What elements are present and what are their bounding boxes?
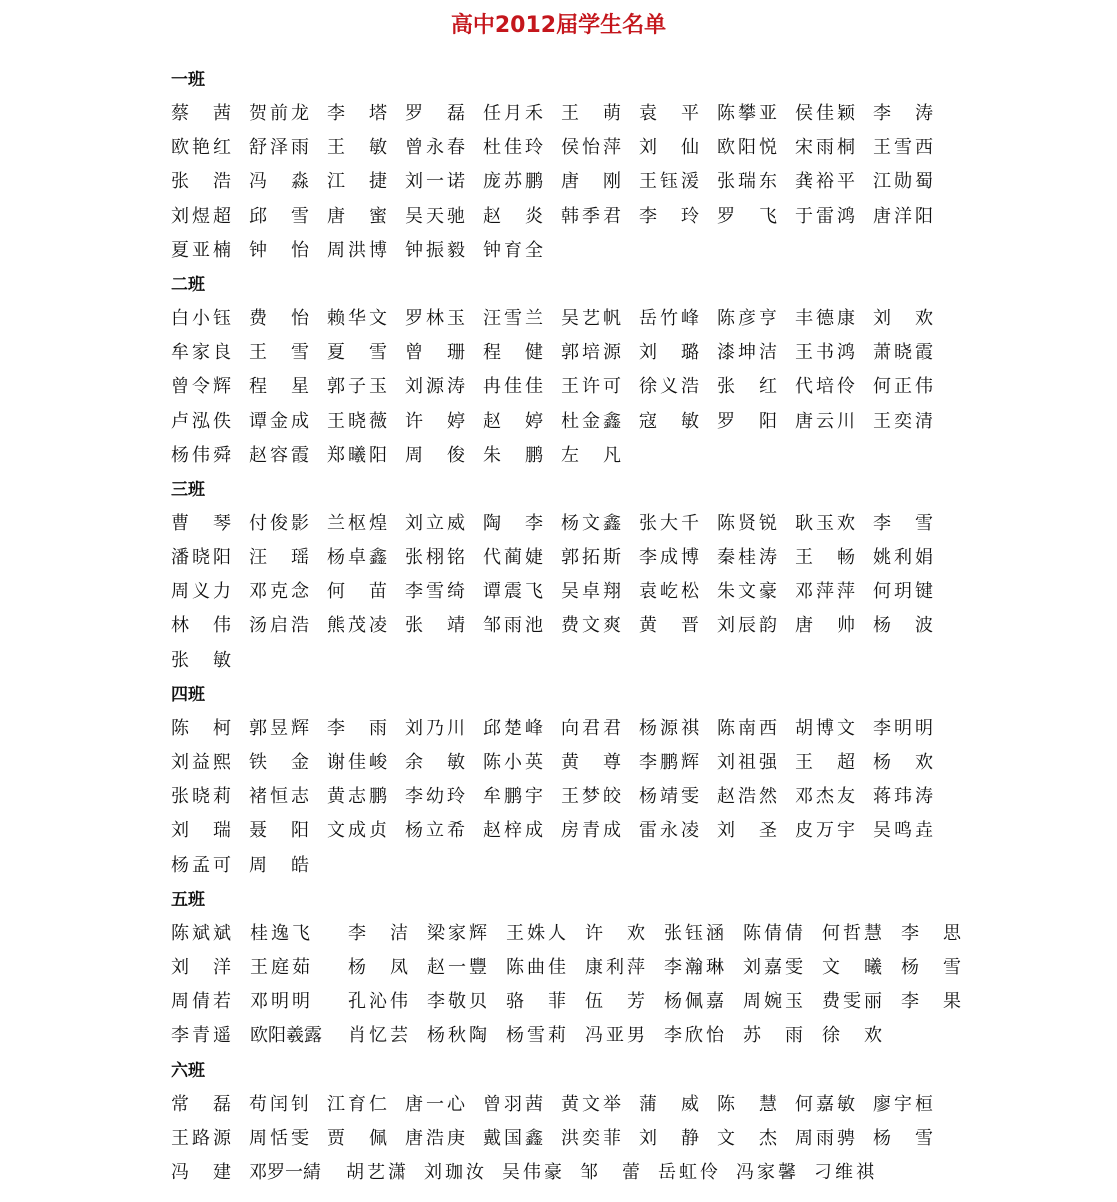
student-name: 张晓莉 [171, 786, 231, 808]
student-name: 刘珈汝 [424, 1161, 484, 1183]
name-row [171, 1088, 1101, 1122]
student-name: 代蔺婕 [483, 547, 543, 569]
name-row [171, 302, 1101, 336]
student-name: 袁屹松 [639, 581, 699, 603]
student-name: 唐浩庚 [405, 1127, 465, 1149]
student-name: 杨雪 [901, 956, 961, 978]
student-name: 李鹏辉 [639, 752, 699, 773]
student-name: 王书鸿 [795, 342, 855, 364]
student-name: 王奕清 [873, 410, 933, 432]
student-name: 周雨骋 [795, 1127, 855, 1149]
student-name: 刘乃川 [405, 717, 465, 739]
student-name: 廖宇桓 [873, 1093, 933, 1115]
class-section [171, 473, 1101, 678]
student-name: 牟家良 [171, 342, 231, 364]
student-name: 秦桂涛 [717, 547, 777, 569]
student-name: 何玥键 [873, 581, 933, 603]
student-name: 杜金鑫 [561, 410, 621, 432]
student-name: 褚恒志 [249, 786, 309, 808]
student-name: 王梦皎 [561, 786, 621, 808]
student-name: 唐洋阳 [873, 205, 933, 227]
class-heading: 四班 [171, 684, 205, 705]
student-name: 冯建 [171, 1161, 231, 1183]
student-name: 贺前龙 [249, 103, 309, 124]
student-name: 冯家馨 [736, 1161, 796, 1183]
student-name: 王雪 [249, 342, 309, 364]
name-row [171, 780, 1101, 814]
student-name: 刘圣 [717, 820, 777, 842]
student-name: 李明明 [873, 717, 933, 739]
name-row [171, 575, 1101, 609]
student-name: 陈倩倩 [743, 922, 803, 944]
name-row [171, 985, 1101, 1019]
student-name: 刘煜超 [171, 205, 231, 227]
student-name: 刁维祺 [814, 1161, 874, 1183]
student-name: 潘晓阳 [171, 547, 231, 569]
student-name: 许欢 [585, 922, 645, 944]
student-name: 康利萍 [585, 956, 645, 978]
student-name: 蒲威 [639, 1093, 699, 1115]
student-name: 牟鹏宇 [483, 786, 543, 808]
class-heading: 二班 [171, 274, 205, 295]
student-name: 李敬贝 [427, 991, 487, 1013]
student-name: 吴天驰 [405, 205, 465, 227]
student-name: 唐刚 [561, 171, 621, 193]
student-name: 程星 [249, 376, 309, 398]
student-name: 陶李 [483, 512, 543, 534]
student-name: 蒋玮涛 [873, 786, 933, 808]
student-name: 王许可 [561, 376, 621, 398]
student-name: 伍芳 [585, 991, 645, 1013]
student-name: 汪瑶 [249, 547, 309, 569]
student-name: 陈南西 [717, 717, 777, 739]
class-section [171, 1054, 1101, 1191]
student-name: 侯佳颖 [795, 103, 855, 124]
class-section [171, 678, 1101, 883]
student-name: 胡博文 [795, 717, 855, 739]
student-name: 常磊 [171, 1093, 231, 1115]
student-name: 朱鹏 [483, 444, 543, 466]
student-name: 邱楚峰 [483, 717, 543, 739]
student-name: 何苗 [327, 581, 387, 603]
student-name: 贾佩 [327, 1127, 387, 1149]
student-name: 汪雪兰 [483, 307, 543, 329]
student-name: 陈斌斌 [171, 922, 231, 944]
student-name: 冯淼 [249, 171, 309, 193]
student-name: 朱文豪 [717, 581, 777, 603]
student-name: 王超 [795, 752, 855, 773]
student-name: 徐欢 [822, 1025, 882, 1047]
student-name: 谭震飞 [483, 581, 543, 603]
student-name: 李幼玲 [405, 786, 465, 808]
student-name: 邱雪 [249, 205, 309, 227]
student-name: 陈曲佳 [506, 956, 566, 978]
name-row [171, 849, 1101, 883]
student-name: 肖忆芸 [348, 1025, 408, 1047]
student-name: 舒泽雨 [249, 137, 309, 159]
student-name: 王庭茹 [250, 956, 310, 978]
student-name: 陈彦亨 [717, 307, 777, 329]
student-name: 陈攀亚 [717, 103, 777, 124]
student-name: 欧阳悦 [717, 137, 777, 159]
student-name: 刘源涛 [405, 376, 465, 398]
class-section [171, 268, 1101, 473]
class-heading: 六班 [171, 1060, 205, 1081]
student-name: 邓杰友 [795, 786, 855, 808]
student-name: 张栩铭 [405, 547, 465, 569]
student-name: 龚裕平 [795, 171, 855, 193]
student-name: 曾羽茜 [483, 1093, 543, 1115]
document-title: 高中2012届学生名单 [450, 13, 667, 38]
class-section [171, 63, 1101, 268]
name-row [171, 746, 1101, 780]
student-name: 杨靖雯 [639, 786, 699, 808]
class-heading: 三班 [171, 479, 205, 500]
student-name: 张钰涵 [664, 922, 724, 944]
student-name: 岳竹峰 [639, 307, 699, 329]
student-name: 漆坤洁 [717, 342, 777, 364]
student-name: 王晓薇 [327, 410, 387, 432]
student-name: 吴伟豪 [502, 1161, 562, 1183]
student-name: 钟振毅 [405, 239, 465, 261]
student-name: 郭拓斯 [561, 547, 621, 569]
student-name: 夏雪 [327, 342, 387, 364]
name-row [171, 951, 1101, 985]
student-name: 骆菲 [506, 991, 566, 1013]
student-name: 何哲慧 [822, 922, 882, 944]
student-name: 杨孟可 [171, 854, 231, 876]
student-name: 陈贤锐 [717, 512, 777, 534]
student-name: 苟闰钊 [249, 1093, 309, 1115]
student-name: 张靖 [405, 615, 465, 637]
student-name: 陈小英 [483, 752, 543, 773]
student-name: 杨雪莉 [506, 1025, 566, 1047]
student-name: 李雨 [327, 717, 387, 739]
student-name: 刘祖强 [717, 752, 777, 773]
student-name: 周洪博 [327, 239, 387, 261]
student-name: 郭昱辉 [249, 717, 309, 739]
student-name: 唐蜜 [327, 205, 387, 227]
student-name: 欧阳羲露 [250, 1025, 322, 1047]
student-name: 李塔 [327, 103, 387, 124]
student-name: 左凡 [561, 444, 621, 466]
student-name: 王敏 [327, 137, 387, 159]
student-name: 余敏 [405, 752, 465, 773]
student-name: 于雷鸿 [795, 205, 855, 227]
student-name: 费文爽 [561, 615, 621, 637]
student-name: 杜佳玲 [483, 137, 543, 159]
student-name: 丰德康 [795, 307, 855, 329]
student-name: 耿玉欢 [795, 512, 855, 534]
student-name: 王钰湲 [639, 171, 699, 193]
student-name: 王雪西 [873, 137, 933, 159]
student-name: 庞苏鹏 [483, 171, 543, 193]
name-row [171, 165, 1101, 199]
student-name: 杨文鑫 [561, 512, 621, 534]
student-name: 梁家辉 [427, 922, 487, 944]
student-name: 文成贞 [327, 820, 387, 842]
student-name: 谢佳峻 [327, 752, 387, 773]
student-name: 杨伟舜 [171, 444, 231, 466]
student-name: 张敏 [171, 649, 231, 671]
student-name: 冯亚男 [585, 1025, 645, 1047]
student-name: 寇敏 [639, 410, 699, 432]
student-name: 文曦 [822, 956, 882, 978]
name-row [171, 814, 1101, 848]
student-name: 刘一诺 [405, 171, 465, 193]
student-name: 铁金 [249, 752, 309, 773]
student-name: 曹琴 [171, 512, 231, 534]
student-name: 王畅 [795, 547, 855, 569]
name-row [171, 200, 1101, 234]
class-heading: 五班 [171, 889, 205, 910]
student-name: 侯怡萍 [561, 137, 621, 159]
student-name: 刘璐 [639, 342, 699, 364]
name-row [171, 917, 1101, 951]
student-name: 文杰 [717, 1127, 777, 1149]
student-name: 洪奕菲 [561, 1127, 621, 1149]
student-name: 王姝人 [506, 922, 566, 944]
student-name: 周倩若 [171, 991, 231, 1013]
student-name: 杨雪 [873, 1127, 933, 1149]
student-name: 赵容霞 [249, 444, 309, 466]
student-name: 陈柯 [171, 717, 231, 739]
student-name: 张瑞东 [717, 171, 777, 193]
student-name: 邹雨池 [483, 615, 543, 637]
student-name: 罗林玉 [405, 307, 465, 329]
student-name: 周婉玉 [743, 991, 803, 1013]
student-name: 江捷 [327, 171, 387, 193]
student-name: 程健 [483, 342, 543, 364]
student-name: 江勋蜀 [873, 171, 933, 193]
student-name: 皮万宇 [795, 820, 855, 842]
name-row [171, 1156, 1101, 1190]
student-name: 任月禾 [483, 103, 543, 124]
student-name: 张浩 [171, 171, 231, 193]
name-row [171, 644, 1101, 678]
student-name: 杨凤 [348, 956, 408, 978]
student-name: 刘静 [639, 1127, 699, 1149]
student-name: 张红 [717, 376, 777, 398]
student-name: 周恬雯 [249, 1127, 309, 1149]
student-name: 杨立希 [405, 820, 465, 842]
class-list [171, 63, 1101, 1190]
student-name: 唐帅 [795, 615, 855, 637]
student-name: 邓克念 [249, 581, 309, 603]
student-name: 赵炎 [483, 205, 543, 227]
student-name: 唐云川 [795, 410, 855, 432]
student-name: 姚利娟 [873, 547, 933, 569]
student-name: 杨佩嘉 [664, 991, 724, 1013]
student-name: 杨秋陶 [427, 1025, 487, 1047]
student-name: 岳虹伶 [658, 1161, 718, 1183]
student-name: 胡艺潇 [346, 1161, 406, 1183]
student-name: 房青成 [561, 820, 621, 842]
student-name: 赵浩然 [717, 786, 777, 808]
student-name: 杨源祺 [639, 717, 699, 739]
student-name: 刘仙 [639, 137, 699, 159]
student-name: 韩季君 [561, 205, 621, 227]
student-name: 刘立威 [405, 512, 465, 534]
student-name: 吴卓翔 [561, 581, 621, 603]
name-row [171, 541, 1101, 575]
student-name: 罗飞 [717, 205, 777, 227]
student-name: 钟育全 [483, 239, 543, 261]
student-name: 汤启浩 [249, 615, 309, 637]
student-name: 赵婷 [483, 410, 543, 432]
name-row [171, 439, 1101, 473]
student-name: 周皓 [249, 854, 309, 876]
student-name: 袁平 [639, 103, 699, 124]
student-name: 赵一豐 [427, 956, 487, 978]
student-name: 兰枢煌 [327, 512, 387, 534]
student-name: 邓明明 [250, 991, 310, 1013]
name-row [171, 609, 1101, 643]
student-name: 付俊影 [249, 512, 309, 534]
student-name: 卢泓佚 [171, 410, 231, 432]
student-name: 李瀚琳 [664, 956, 724, 978]
name-row [171, 712, 1101, 746]
student-name: 李洁 [348, 922, 408, 944]
student-name: 赖华文 [327, 307, 387, 329]
student-name: 许婷 [405, 410, 465, 432]
student-name: 罗阳 [717, 410, 777, 432]
student-name: 邓罗一綪 [249, 1161, 321, 1183]
student-name: 曾令辉 [171, 376, 231, 398]
class-section [171, 883, 1101, 1054]
student-name: 黄文举 [561, 1093, 621, 1115]
student-name: 李青遥 [171, 1025, 231, 1047]
student-name: 徐义浩 [639, 376, 699, 398]
name-row [171, 507, 1101, 541]
class-heading: 一班 [171, 70, 205, 90]
name-row [171, 131, 1101, 165]
student-name: 何正伟 [873, 376, 933, 398]
student-name: 刘嘉雯 [743, 956, 803, 978]
student-name: 费雯丽 [822, 991, 882, 1013]
student-name: 谭金成 [249, 410, 309, 432]
student-name: 向君君 [561, 717, 621, 739]
student-name: 白小钰 [171, 307, 231, 329]
student-name: 李欣怡 [664, 1025, 724, 1047]
student-name: 冉佳佳 [483, 376, 543, 398]
student-name: 郭培源 [561, 342, 621, 364]
student-name: 李雪 [873, 512, 933, 534]
name-row [171, 370, 1101, 404]
student-name: 何嘉敏 [795, 1093, 855, 1115]
student-name: 王路源 [171, 1127, 231, 1149]
student-name: 林伟 [171, 615, 231, 637]
student-name: 李玲 [639, 205, 699, 227]
student-name: 邹蕾 [580, 1161, 640, 1183]
student-name: 刘瑞 [171, 820, 231, 842]
student-name: 夏亚楠 [171, 239, 231, 261]
student-name: 郑曦阳 [327, 444, 387, 466]
student-name: 刘辰韵 [717, 615, 777, 637]
student-name: 李雪绮 [405, 581, 465, 603]
student-name: 黄志鹏 [327, 786, 387, 808]
student-name: 陈慧 [717, 1093, 777, 1115]
student-name: 李涛 [873, 103, 933, 124]
student-name: 杨卓鑫 [327, 547, 387, 569]
student-name: 欧艳红 [171, 137, 231, 159]
student-name: 戴国鑫 [483, 1127, 543, 1149]
student-name: 吴鸣垚 [873, 820, 933, 842]
student-name: 李思 [901, 922, 961, 944]
student-name: 桂逸飞 [250, 922, 310, 944]
student-name: 聂阳 [249, 820, 309, 842]
name-row [171, 234, 1101, 268]
student-name: 刘欢 [873, 307, 933, 329]
student-name: 蔡茜 [171, 103, 231, 124]
student-name: 曾珊 [405, 342, 465, 364]
student-name: 黄晋 [639, 615, 699, 637]
name-row [171, 405, 1101, 439]
student-name: 吴艺帆 [561, 307, 621, 329]
student-name: 张大千 [639, 512, 699, 534]
student-name: 孔沁伟 [348, 991, 408, 1013]
student-name: 宋雨桐 [795, 137, 855, 159]
student-name: 郭子玉 [327, 376, 387, 398]
student-name: 杨欢 [873, 752, 933, 773]
student-name: 熊茂凌 [327, 615, 387, 637]
student-name: 周俊 [405, 444, 465, 466]
name-row [171, 336, 1101, 370]
student-name: 杨波 [873, 615, 933, 637]
student-name: 刘益熙 [171, 752, 231, 773]
student-name: 代培伶 [795, 376, 855, 398]
student-name: 王萌 [561, 103, 621, 124]
student-name: 曾永春 [405, 137, 465, 159]
student-name: 费怡 [249, 307, 309, 329]
student-name: 雷永凌 [639, 820, 699, 842]
student-name: 李果 [901, 991, 961, 1013]
student-name: 钟怡 [249, 239, 309, 261]
student-name: 刘洋 [171, 956, 231, 978]
student-name: 萧晓霞 [873, 342, 933, 364]
name-row [171, 1122, 1101, 1156]
student-name: 江育仁 [327, 1093, 387, 1115]
student-name: 黄尊 [561, 752, 621, 773]
name-row [171, 1019, 1101, 1053]
student-name: 周义力 [171, 581, 231, 603]
student-name: 罗磊 [405, 103, 465, 124]
student-name: 苏雨 [743, 1025, 803, 1047]
name-row [171, 97, 1101, 131]
student-name: 李成博 [639, 547, 699, 569]
student-name: 唐一心 [405, 1093, 465, 1115]
student-name: 邓萍萍 [795, 581, 855, 603]
student-name: 赵梓成 [483, 820, 543, 842]
